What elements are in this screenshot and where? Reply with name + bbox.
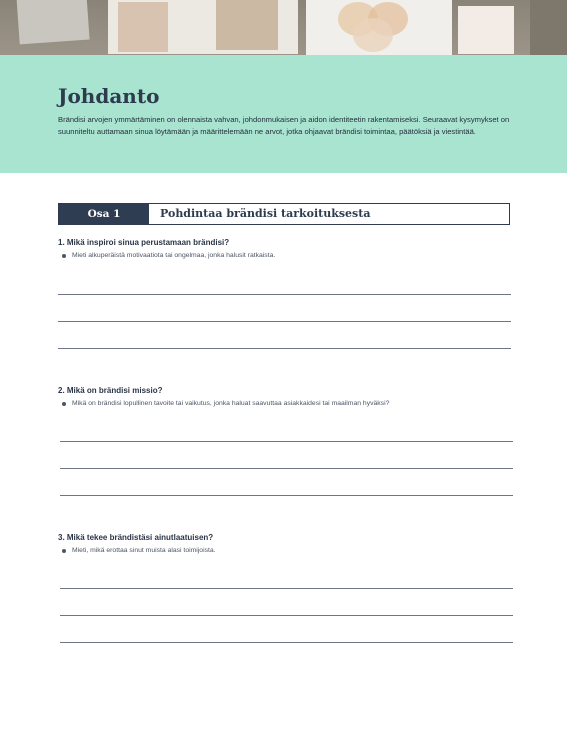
section-number: Osa 1 <box>59 204 149 224</box>
answer-line[interactable] <box>58 321 511 322</box>
answer-line[interactable] <box>60 588 513 589</box>
section-title: Pohdintaa brändisi tarkoituksesta <box>160 207 371 220</box>
answer-line[interactable] <box>58 348 511 349</box>
question-3 <box>58 533 518 554</box>
answer-line[interactable] <box>60 441 513 442</box>
question-title: 3. Mikä tekee brändistäsi ainutlaatuisen? <box>58 533 214 542</box>
question-hint: Mikä on brändisi lopullinen tavoite tai vaikutus, jonka haluat saavuttaa asiakkaidesi tai maailman hyväksi? <box>58 400 518 407</box>
question-title: 1. Mikä inspiroi sinua perustamaan brändisi? <box>58 238 230 247</box>
intro-paragraph: Brändisi arvojen ymmärtäminen on olennaista vahvan, johdonmukaisen ja aidon identiteetin rakentamiseksi. Seuraavat kysymykset on suunniteltu auttamaan sinua löytämään ja määrittelemään ne arvot, jotka ohjaavat brändisi toimintaa, päätöksiä ja viestintää. <box>58 115 510 137</box>
question-title: 2. Mikä on brändisi missio? <box>58 386 163 395</box>
section-header <box>58 203 510 225</box>
question-hint: Mieti alkuperäistä motivaatiota tai ongelmaa, jonka halusit ratkaista. <box>58 252 518 259</box>
question-2 <box>58 386 518 407</box>
page-title: Johdanto <box>58 84 160 108</box>
answer-line[interactable] <box>58 294 511 295</box>
header-photo <box>0 0 567 55</box>
answer-line[interactable] <box>60 642 513 643</box>
answer-line[interactable] <box>60 615 513 616</box>
answer-line[interactable] <box>60 468 513 469</box>
answer-line[interactable] <box>60 495 513 496</box>
question-hint: Mieti, mikä erottaa sinut muista alasi toimijoista. <box>58 547 518 554</box>
question-1 <box>58 238 518 259</box>
